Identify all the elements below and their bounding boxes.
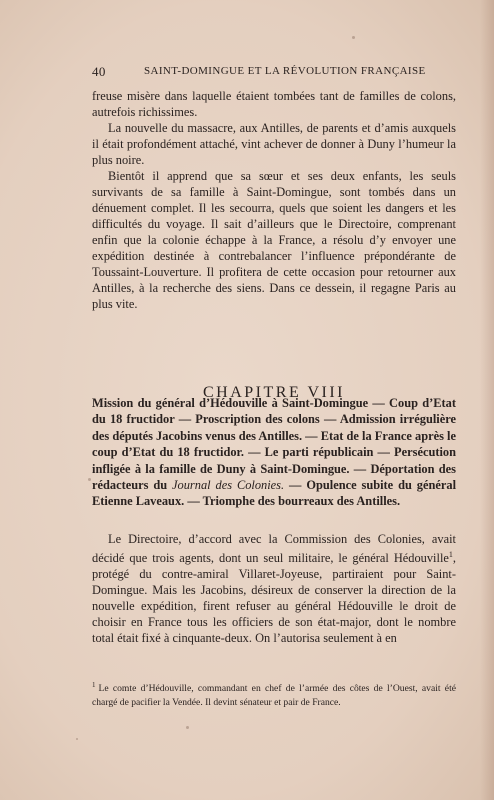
paragraph-text: Le Directoire, d’accord avec la Commission des Colonies, avait décidé que trois agents, dont un seul militaire, le général Hédouville bbox=[92, 532, 456, 566]
chapter-title: CHAPITRE VIII bbox=[203, 384, 345, 401]
paragraph-text: , protégé du contre-amiral Villaret-Joyeuse, partiraient pour Saint-Domingue. Mais les Jacobins, désireux de conserver la direction de la nouvelle expédition, firent refuser au général Hédouville le droit de choisir en France tous les officiers de son état-major, dont le nombre total était fixé à cinquante-deux. On l’autorisa seulement à en bbox=[92, 551, 456, 646]
running-title: SAINT-DOMINGUE ET LA RÉVOLUTION FRANÇAISE bbox=[144, 65, 426, 77]
summary-text: Mission du général d’Hédouville à Saint-Domingue — Coup d’Etat du 18 fructidor — Proscription des colons — Admission irrégulière des députés Jacobins venus des Antilles. — Etat de la France après le coup d’Etat du 18 fructidor. — Le parti républicain — Persécution infligée à la famille de Duny à Saint-Domingue. — Déportation des rédacteurs du bbox=[92, 396, 456, 493]
text-block-before-chapter bbox=[92, 88, 456, 312]
page-number: 40 bbox=[92, 64, 106, 79]
paragraph bbox=[92, 531, 456, 646]
footnote bbox=[92, 678, 456, 710]
footnote-text: Le comte d’Hédouville, commandant en chef de l’armée des côtes de l’Ouest, avait été chargé de pacifier la Vendée. Il devint sénateur et pair de France. bbox=[92, 683, 456, 709]
paper-spot bbox=[352, 36, 355, 39]
page-edge-shadow bbox=[480, 0, 494, 800]
footnote-reference: 1 bbox=[448, 550, 453, 559]
paper-spot bbox=[186, 726, 189, 729]
footnote-number: 1 bbox=[92, 681, 96, 689]
paper-spot bbox=[88, 478, 91, 481]
chapter-summary bbox=[92, 395, 456, 510]
paragraph: La nouvelle du massacre, aux Antilles, de parents et d’amis auxquels il était profondément attaché, vint achever de donner à Duny l’humeur la plus noire. bbox=[92, 121, 456, 167]
summary-journal-title: Journal des Colonies. bbox=[172, 478, 285, 493]
summary-text: — Opulence subite du général Etienne Laveaux. — Triomphe des bourreaux des Antilles. bbox=[92, 478, 457, 509]
paragraph: Bientôt il apprend que sa sœur et ses deux enfants, les seuls survivants de sa famille à Saint-Domingue, sont tombés dans un dénuement complet. Il les secourra, quels que soient les dangers et les difficultés du voyage. Il sait d’ailleurs que le Directoire, comprenant enfin que la colonie échappe à la France, a résolu d’y envoyer une expédition destinée à contrebalancer l’influence prépondérante de Toussaint-Louverture. Il profitera de cette occasion pour retourner aux Antilles, à la recherche des siens. Dans ce dessein, il regagne Paris au plus vite. bbox=[92, 169, 456, 311]
paper-spot bbox=[76, 738, 78, 740]
text-block-after-chapter bbox=[92, 531, 456, 646]
paragraph: freuse misère dans laquelle étaient tombées tant de familles de colons, autrefois richissimes. bbox=[92, 89, 456, 119]
